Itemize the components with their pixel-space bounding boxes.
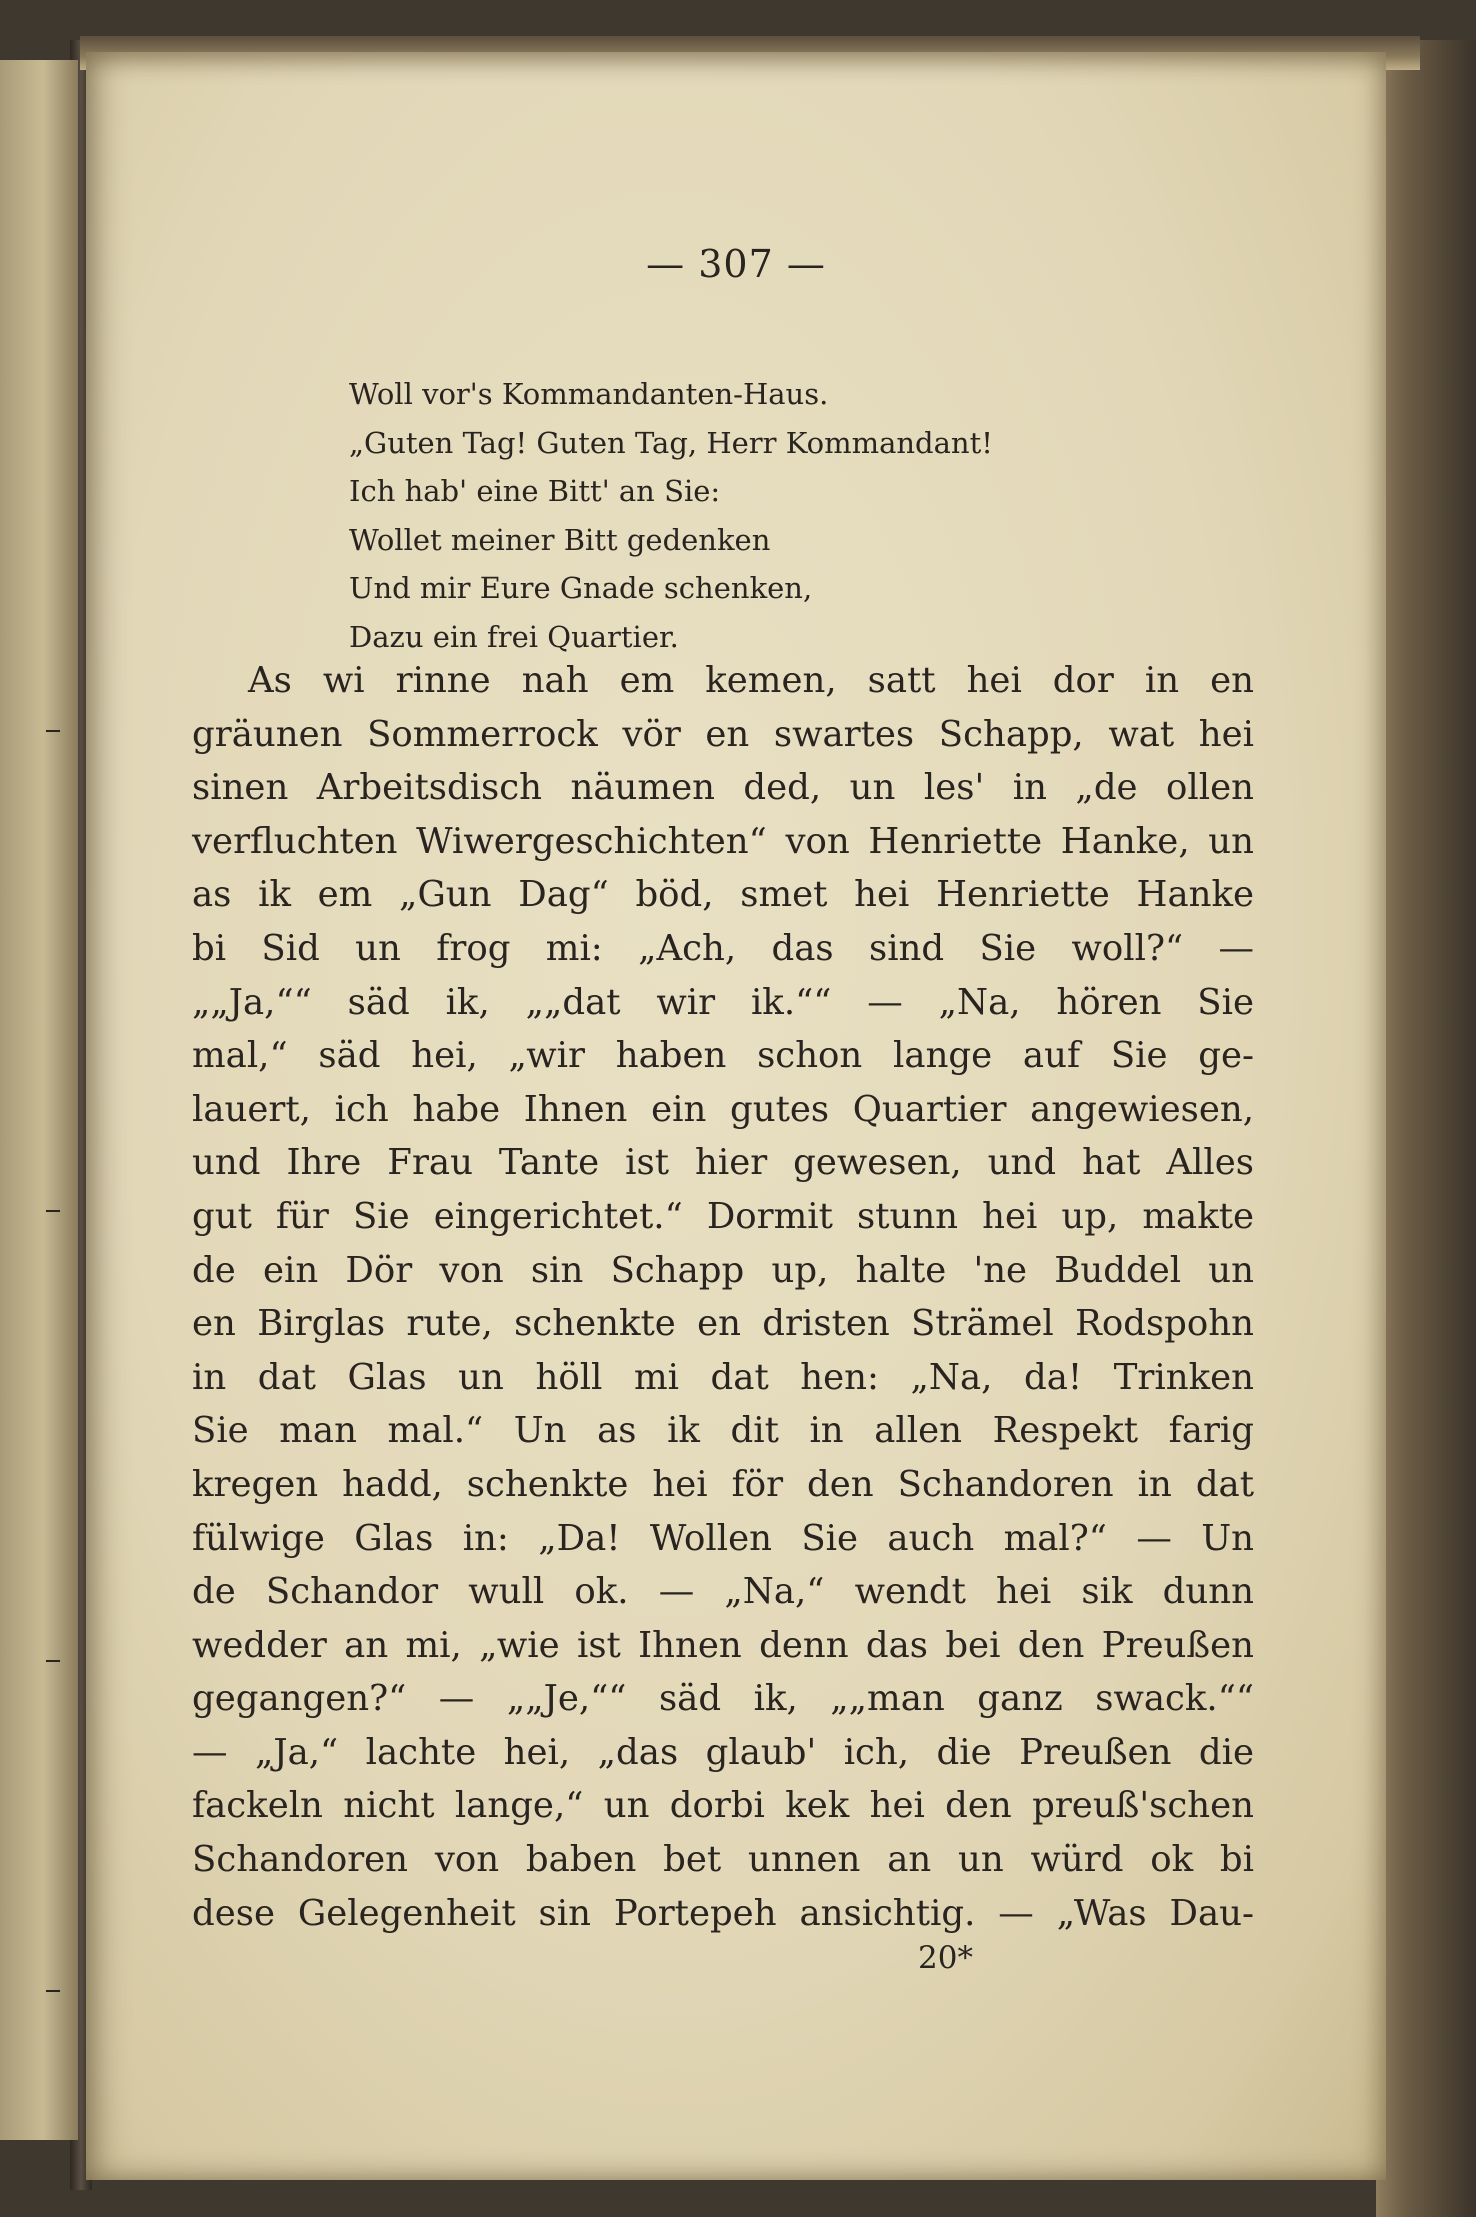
text-line: as ik em „Gun Dag“ böd, smet hei Henriette Hanke [192,874,1254,916]
verse-line: Und mir Eure Gnade schenken, [349,571,813,605]
verse-block [349,370,993,661]
text-line: „„Ja,““ säd ik, „„dat wir ik.““ — „Na, hören Sie [192,981,1254,1023]
text-line: sinen Arbeitsdisch näumen ded, un les' in „de ollen [192,767,1254,809]
text-line: fackeln nicht lange,“ un dorbi kek hei den preuß'schen [192,1785,1254,1827]
text-line: fülwige Glas in: „Da! Wollen Sie auch mal?“ — Un [192,1517,1254,1559]
text-line: Schandoren von baben bet unnen an un würd ok bi [192,1839,1254,1881]
text-line: bi Sid un frog mi: „Ach, das sind Sie woll?“ — [192,927,1254,969]
margin-tick [46,1990,60,1992]
verse-line: Dazu ein frei Quartier. [349,619,679,654]
verse-line: Ich hab' eine Bitt' an Sie: [349,474,721,508]
text-line: en Birglas rute, schenkte en dristen Strämel Rodspohn [192,1303,1254,1345]
text-line: — „Ja,“ lachte hei, „das glaub' ich, die Preußen die [192,1731,1254,1773]
margin-tick [46,1210,60,1212]
verse-line: „Guten Tag! Guten Tag, Herr Kommandant! [349,425,993,460]
text-line: kregen hadd, schenkte hei för den Schandoren in dat [192,1463,1254,1505]
text-line: und Ihre Frau Tante ist hier gewesen, und hat Alles [192,1142,1254,1184]
margin-tick [46,1660,60,1662]
text-line: gräunen Sommerrock vör en swartes Schapp, wat hei [192,713,1254,755]
cover-edge [1376,40,1476,2217]
verse-line: Wollet meiner Bitt gedenken [349,522,771,557]
text-line: dese Gelegenheit sin Portepeh ansichtig. — „Was Dau- [192,1892,1254,1934]
page [86,52,1386,2180]
text-line: lauert, ich habe Ihnen ein gutes Quartier angewiesen, [192,1088,1254,1130]
verse-line: Woll vor's Kommandanten-Haus. [349,377,829,411]
text-line: wedder an mi, „wie ist Ihnen denn das bei den Preußen [192,1624,1254,1666]
margin-tick [46,730,60,732]
text-line: gut für Sie eingerichtet.“ Dormit stunn hei up, makte [192,1195,1254,1237]
text-line: Sie man mal.“ Un as ik dit in allen Respekt farig [192,1410,1254,1452]
text-line: verfluchten Wiwergeschichten“ von Henriette Hanke, un [192,820,1254,862]
text-line: de Schandor wull ok. — „Na,“ wendt hei sik dunn [192,1571,1254,1613]
text-line: As wi rinne nah em kemen, satt hei dor in en [248,660,1254,701]
signature-mark: 20* [918,1940,973,1976]
text-line: de ein Dör von sin Schapp up, halte 'ne Buddel un [192,1249,1254,1291]
left-page-edge [0,60,78,2140]
text-line: in dat Glas un höll mi dat hen: „Na, da! Trinken [192,1356,1254,1398]
prose-paragraph [192,654,1254,1940]
text-line: gegangen?“ — „„Je,““ säd ik, „„man ganz swack.““ [192,1678,1254,1720]
text-line: mal,“ säd hei, „wir haben schon lange auf Sie ge- [192,1035,1254,1077]
page-number: — 307 — [646,242,826,286]
